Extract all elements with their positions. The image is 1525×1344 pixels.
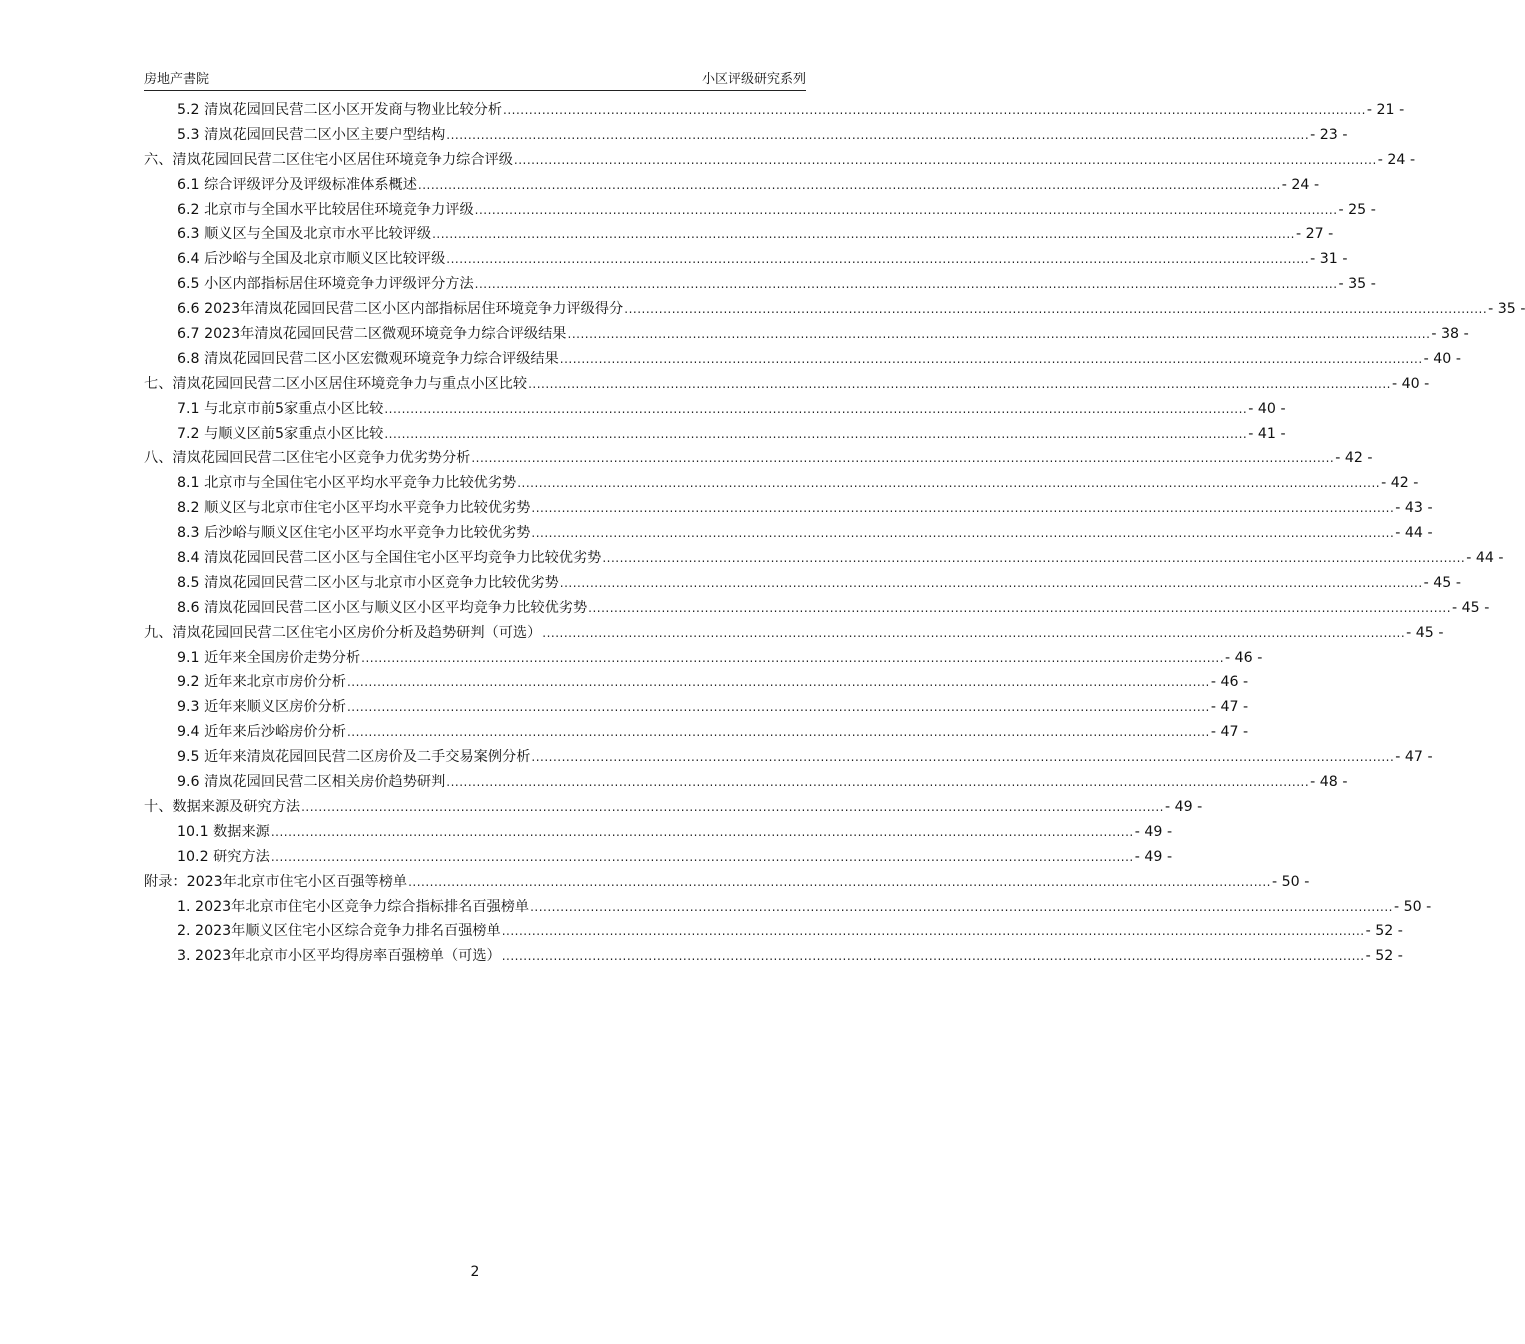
toc-section-entry[interactable] [144, 323, 1469, 348]
toc-section-entry[interactable] [144, 497, 1433, 522]
toc-dot-leader: ........................................................................................................................................................................................................ [446, 252, 1310, 267]
toc-entry-title: 6.2 北京市与全国水平比较居住环境竞争力评级 [177, 201, 474, 218]
toc-section-entry[interactable] [144, 945, 1403, 970]
toc-section-entry[interactable] [144, 472, 1419, 497]
toc-entry-title: 6.1 综合评级评分及评级标准体系概述 [177, 176, 417, 193]
toc-entry-page: - 40 - [1248, 400, 1286, 417]
toc-entry-page: - 42 - [1335, 450, 1373, 467]
page-number: 2 [470, 1264, 480, 1280]
toc-section-entry[interactable] [144, 647, 1263, 672]
toc-entry-title: 10.1 数据来源 [177, 823, 270, 840]
toc-dot-leader: ........................................................................................................................................................................................................ [474, 202, 1338, 217]
toc-dot-leader: ........................................................................................................................................................................................................ [471, 451, 1335, 466]
toc-entry-title: 6.6 2023年清岚花园回民营二区小区内部指标居住环境竞争力评级得分 [177, 301, 624, 318]
toc-dot-leader: ........................................................................................................................................................................................................ [567, 327, 1431, 342]
toc-dot-leader: ........................................................................................................................................................................................................ [624, 302, 1488, 317]
toc-entry-title: 6.3 顺义区与全国及北京市水平比较评级 [177, 226, 432, 243]
toc-entry-title: 七、清岚花园回民营二区小区居住环境竞争力与重点小区比较 [144, 375, 528, 392]
toc-entry-page: - 41 - [1248, 425, 1286, 442]
toc-section-entry[interactable] [144, 223, 1334, 248]
toc-entry-title: 8.2 顺义区与北京市住宅小区平均水平竞争力比较优劣势 [177, 500, 531, 517]
toc-entry-page: - 44 - [1395, 525, 1433, 542]
toc-dot-leader: ........................................................................................................................................................................................................ [531, 526, 1395, 541]
toc-entry-title: 6.5 小区内部指标居住环境竞争力评级评分方法 [177, 276, 474, 293]
toc-entry-title: 9.4 近年来后沙峪房价分析 [177, 724, 346, 741]
toc-dot-leader: ........................................................................................................................................................................................................ [531, 750, 1395, 765]
toc-entry-page: - 46 - [1210, 674, 1249, 691]
toc-entry-page: - 45 - [1452, 599, 1490, 616]
toc-dot-leader: ........................................................................................................................................................................................................ [384, 401, 1248, 416]
toc-dot-leader: ........................................................................................................................................................................................................ [432, 227, 1295, 242]
toc-section-entry[interactable] [144, 99, 1405, 124]
toc-section-entry[interactable] [144, 248, 1348, 273]
toc-entry-title: 8.5 清岚花园回民营二区小区与北京市小区竞争力比较优劣势 [177, 574, 559, 591]
toc-entry-title: 六、清岚花园回民营二区住宅小区居住环境竞争力综合评级 [144, 151, 513, 168]
toc-entry-page: - 52 - [1365, 923, 1403, 940]
toc-entry-page: - 43 - [1395, 500, 1433, 517]
toc-section-entry[interactable] [144, 920, 1403, 945]
toc-entry-title: 9.2 近年来北京市房价分析 [177, 674, 346, 691]
toc-section-entry[interactable] [144, 398, 1286, 423]
toc-entry-title: 3. 2023年北京市小区平均得房率百强榜单（可选） [177, 948, 501, 965]
toc-entry-title: 6.8 清岚花园回民营二区小区宏微观环境竞争力综合评级结果 [177, 350, 559, 367]
toc-section-entry[interactable] [144, 348, 1461, 373]
toc-section-entry[interactable] [144, 671, 1249, 696]
toc-dot-leader: ........................................................................................................................................................................................................ [501, 949, 1365, 964]
toc-entry-page: - 47 - [1210, 699, 1249, 716]
toc-entry-title: 6.7 2023年清岚花园回民营二区微观环境竞争力综合评级结果 [177, 326, 567, 343]
toc-dot-leader: ........................................................................................................................................................................................................ [346, 675, 1210, 690]
toc-entry-page: - 47 - [1210, 724, 1249, 741]
toc-section-entry[interactable] [144, 124, 1348, 149]
toc-entry-title: 6.4 后沙峪与全国及北京市顺义区比较评级 [177, 251, 446, 268]
toc-dot-leader: ........................................................................................................................................................................................................ [531, 501, 1395, 516]
toc-section-entry[interactable] [144, 721, 1249, 746]
toc-dot-leader: ........................................................................................................................................................................................................ [513, 152, 1377, 167]
toc-chapter-entry[interactable] [144, 149, 1416, 174]
toc-entry-page: - 46 - [1225, 649, 1263, 666]
toc-entry-title: 十、数据来源及研究方法 [144, 798, 301, 815]
toc-dot-leader: ........................................................................................................................................................................................................ [474, 277, 1338, 292]
toc-section-entry[interactable] [144, 174, 1320, 199]
toc-entry-page: - 49 - [1134, 848, 1173, 865]
toc-entry-page: - 31 - [1310, 251, 1348, 268]
toc-section-entry[interactable] [144, 696, 1249, 721]
toc-section-entry[interactable] [144, 896, 1432, 921]
toc-entry-title: 8.3 后沙峪与顺义区住宅小区平均水平竞争力比较优劣势 [177, 525, 531, 542]
toc-entry-page: - 42 - [1381, 475, 1419, 492]
toc-entry-title: 7.2 与顺义区前5家重点小区比较 [177, 425, 384, 442]
toc-section-entry[interactable] [144, 846, 1173, 871]
toc-entry-page: - 25 - [1338, 201, 1376, 218]
toc-entry-title: 5.2 清岚花园回民营二区小区开发商与物业比较分析 [177, 102, 503, 118]
toc-entry-title: 10.2 研究方法 [177, 848, 270, 865]
toc-dot-leader: ........................................................................................................................................................................................................ [517, 476, 1381, 491]
toc-entry-page: - 47 - [1395, 749, 1433, 766]
toc-entry-page: - 45 - [1423, 574, 1461, 591]
table-of-contents [144, 99, 1525, 970]
toc-entry-page: - 40 - [1423, 350, 1461, 367]
toc-entry-title: 9.3 近年来顺义区房价分析 [177, 699, 346, 716]
toc-section-entry[interactable] [144, 273, 1376, 298]
toc-entry-page: - 49 - [1134, 823, 1173, 840]
toc-section-entry[interactable] [144, 522, 1433, 547]
toc-entry-page: - 40 - [1391, 375, 1430, 392]
toc-dot-leader: ........................................................................................................................................................................................................ [417, 177, 1281, 192]
toc-chapter-entry[interactable] [144, 447, 1373, 472]
header-series-title: 小区评级研究系列 [701, 72, 806, 87]
toc-chapter-entry[interactable] [144, 373, 1430, 398]
toc-entry-title: 九、清岚花园回民营二区住宅小区房价分析及趋势研判（可选） [144, 624, 542, 641]
toc-entry-title: 八、清岚花园回民营二区住宅小区竞争力优劣势分析 [144, 450, 471, 467]
toc-entry-page: - 35 - [1488, 301, 1525, 318]
toc-dot-leader: ........................................................................................................................................................................................................ [270, 824, 1134, 839]
toc-entry-page: - 38 - [1431, 326, 1469, 343]
toc-entry-page: - 48 - [1310, 774, 1348, 791]
toc-entry-page: - 49 - [1164, 798, 1203, 815]
toc-entry-title: 2. 2023年顺义区住宅小区综合竞争力排名百强榜单 [177, 923, 501, 940]
toc-dot-leader: ........................................................................................................................................................................................................ [542, 625, 1406, 640]
toc-entry-title: 1. 2023年北京市住宅小区竞争力综合指标排名百强榜单 [177, 898, 530, 915]
toc-dot-leader: ........................................................................................................................................................................................................ [602, 551, 1466, 566]
toc-dot-leader: ........................................................................................................................................................................................................ [446, 127, 1310, 142]
toc-dot-leader: ........................................................................................................................................................................................................ [559, 351, 1423, 366]
toc-dot-leader: ........................................................................................................................................................................................................ [346, 700, 1210, 715]
header-publisher: 房地产書院 [144, 72, 210, 87]
toc-dot-leader: ........................................................................................................................................................................................................ [270, 849, 1134, 864]
toc-chapter-entry[interactable] [144, 622, 1444, 647]
toc-chapter-entry[interactable] [144, 871, 1310, 896]
toc-section-entry[interactable] [144, 572, 1461, 597]
toc-entry-page: - 24 - [1377, 151, 1416, 168]
toc-entry-title: 9.6 清岚花园回民营二区相关房价趋势研判 [177, 774, 446, 791]
toc-entry-page: - 44 - [1466, 550, 1504, 567]
toc-entry-title: 7.1 与北京市前5家重点小区比较 [177, 400, 384, 417]
toc-dot-leader: ........................................................................................................................................................................................................ [301, 799, 1164, 814]
toc-dot-leader: ........................................................................................................................................................................................................ [503, 103, 1366, 117]
toc-entry-page: - 21 - [1366, 102, 1405, 118]
toc-entry-title: 8.6 清岚花园回民营二区小区与顺义区小区平均竞争力比较优劣势 [177, 599, 588, 616]
toc-dot-leader: ........................................................................................................................................................................................................ [559, 575, 1423, 590]
toc-section-entry[interactable] [144, 746, 1433, 771]
toc-entry-page: - 27 - [1295, 226, 1334, 243]
page-header [144, 66, 806, 91]
toc-entry-page: - 50 - [1393, 898, 1432, 915]
toc-dot-leader: ........................................................................................................................................................................................................ [501, 924, 1365, 939]
toc-entry-title: 5.3 清岚花园回民营二区小区主要户型结构 [177, 126, 446, 143]
toc-entry-page: - 24 - [1281, 176, 1320, 193]
toc-section-entry[interactable] [144, 298, 1525, 323]
toc-dot-leader: ........................................................................................................................................................................................................ [361, 650, 1225, 665]
toc-entry-page: - 52 - [1365, 948, 1403, 965]
toc-section-entry[interactable] [144, 199, 1376, 224]
toc-entry-title: 9.1 近年来全国房价走势分析 [177, 649, 361, 666]
toc-section-entry[interactable] [144, 771, 1348, 796]
toc-dot-leader: ........................................................................................................................................................................................................ [384, 426, 1248, 441]
toc-dot-leader: ........................................................................................................................................................................................................ [346, 725, 1210, 740]
toc-entry-title: 8.1 北京市与全国住宅小区平均水平竞争力比较优劣势 [177, 475, 517, 492]
toc-entry-page: - 35 - [1338, 276, 1376, 293]
toc-dot-leader: ........................................................................................................................................................................................................ [446, 775, 1310, 790]
toc-dot-leader: ........................................................................................................................................................................................................ [588, 600, 1452, 615]
toc-dot-leader: ........................................................................................................................................................................................................ [530, 899, 1393, 914]
toc-section-entry[interactable] [144, 547, 1504, 572]
toc-entry-title: 9.5 近年来清岚花园回民营二区房价及二手交易案例分析 [177, 749, 531, 766]
toc-entry-page: - 50 - [1272, 873, 1310, 890]
toc-dot-leader: ........................................................................................................................................................................................................ [408, 874, 1271, 889]
toc-section-entry[interactable] [144, 597, 1490, 622]
toc-entry-title: 附录：2023年北京市住宅小区百强等榜单 [144, 873, 408, 890]
toc-dot-leader: ........................................................................................................................................................................................................ [528, 376, 1391, 391]
toc-section-entry[interactable] [144, 821, 1173, 846]
toc-chapter-entry[interactable] [144, 796, 1203, 821]
toc-entry-page: - 23 - [1310, 126, 1348, 143]
toc-entry-title: 8.4 清岚花园回民营二区小区与全国住宅小区平均竞争力比较优劣势 [177, 550, 602, 567]
toc-entry-page: - 45 - [1406, 624, 1444, 641]
toc-section-entry[interactable] [144, 423, 1286, 448]
